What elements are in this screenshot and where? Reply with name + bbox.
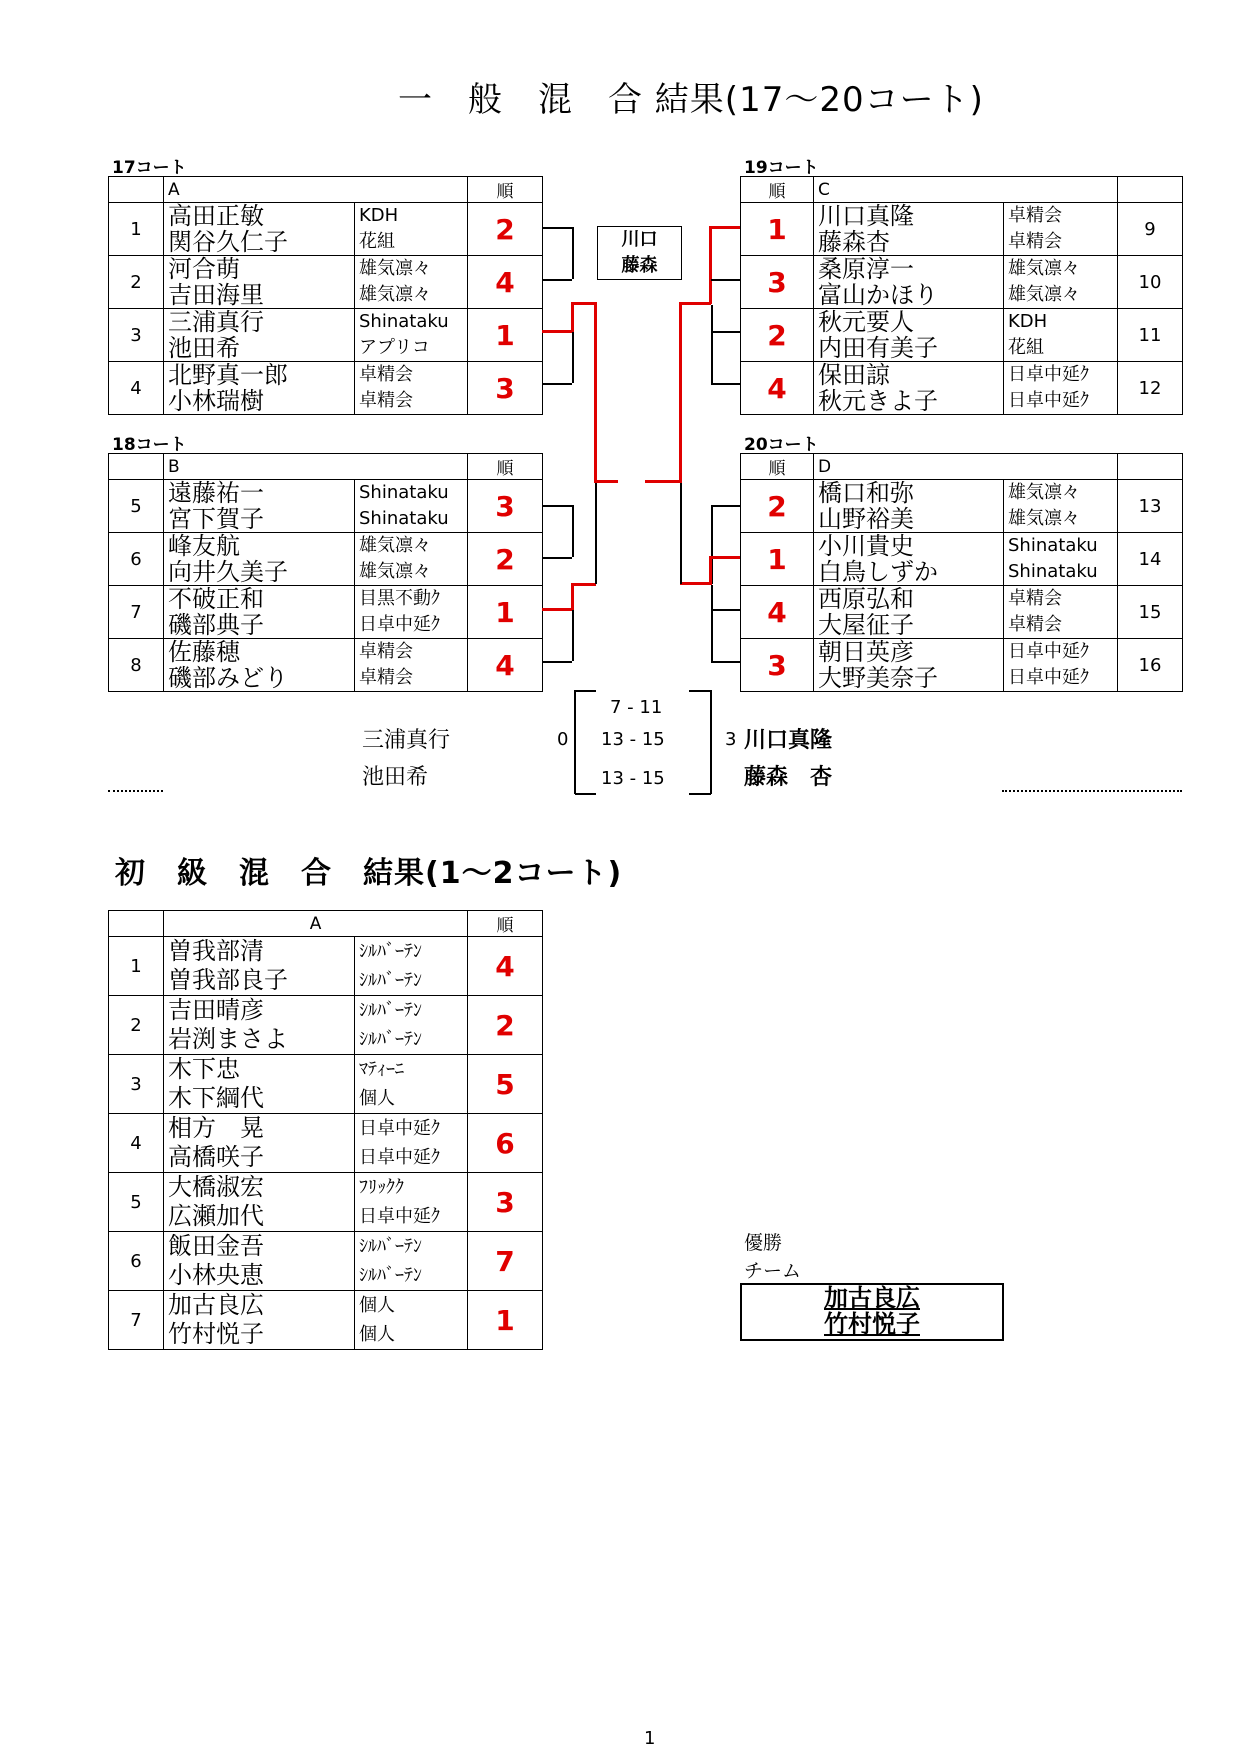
court-label-18: 18コート — [112, 435, 187, 455]
player-name: 白鳥しずか — [818, 558, 938, 586]
rank-value: 1 — [468, 586, 543, 639]
group-b-table — [108, 453, 543, 692]
table-row: 6 峰友航 向井久美子 雄気凛々 雄気凛々 2 — [109, 533, 543, 586]
player-name: 佐藤穂 — [168, 638, 240, 666]
table-row: 7 不破正和 磯部典子 目黒不動ｸ 日卓中延ｸ 1 — [109, 586, 543, 639]
table-row: 4 相方 晃 高橋咲子 日卓中延ｸ 日卓中延ｸ 6 — [109, 1114, 543, 1173]
club-name: ｼﾙﾊﾞｰﾃﾝ — [359, 970, 422, 991]
table-row: 1 曽我部清 曽我部良子 ｼﾙﾊﾞｰﾃﾝ ｼﾙﾊﾞｰﾃﾝ 4 — [109, 937, 543, 996]
table-row: 1 川口真隆 藤森杏 卓精会 卓精会 9 — [741, 203, 1183, 256]
club-name: 日卓中延ｸ — [1008, 641, 1089, 662]
player-name: 小川貴史 — [818, 532, 914, 560]
table-row: 5 遠藤祐一 宮下賀子 Shinataku Shinataku 3 — [109, 480, 543, 533]
rank-value: 7 — [468, 1232, 543, 1291]
player-name: 遠藤祐一 — [168, 479, 264, 507]
player-name: 向井久美子 — [168, 558, 288, 586]
table-row: 2 吉田晴彦 岩渕まさよ ｼﾙﾊﾞｰﾃﾝ ｼﾙﾊﾞｰﾃﾝ 2 — [109, 996, 543, 1055]
player-name: 高橋咲子 — [168, 1143, 264, 1171]
group-a-table — [108, 176, 543, 415]
club-name: Shinataku — [1008, 535, 1098, 556]
rank-value: 1 — [741, 203, 814, 256]
rank-value: 1 — [741, 533, 814, 586]
player-name: 飯田金吾 — [168, 1232, 264, 1260]
club-name: アプリコ — [359, 337, 430, 358]
player-name: 不破正和 — [168, 585, 264, 613]
group-label: A — [164, 177, 468, 203]
court-label-19: 19コート — [744, 158, 819, 178]
club-name: ｼﾙﾊﾞｰﾃﾝ — [359, 1265, 422, 1286]
group-c-table — [740, 176, 1183, 415]
dotted-rule — [1002, 790, 1182, 792]
table-row: 4 保田諒 秋元きよ子 日卓中延ｸ 日卓中延ｸ 12 — [741, 362, 1183, 415]
player-name: 大屋征子 — [818, 611, 914, 639]
final-left-player: 三浦真行 — [362, 728, 451, 753]
table-row: 3 木下忠 木下綱代 ﾏﾃｨｰﾆ 個人 5 — [109, 1055, 543, 1114]
club-name: ﾏﾃｨｰﾆ — [359, 1059, 404, 1080]
table-row: 6 飯田金吾 小林央恵 ｼﾙﾊﾞｰﾃﾝ ｼﾙﾊﾞｰﾃﾝ 7 — [109, 1232, 543, 1291]
club-name: 個人 — [359, 1088, 395, 1109]
table-row: 7 加古良広 竹村悦子 個人 個人 1 — [109, 1291, 543, 1350]
rank-value: 2 — [741, 480, 814, 533]
club-name: ﾌﾘｯｸｸ — [359, 1177, 404, 1198]
rank-value: 1 — [468, 309, 543, 362]
final-left-player: 池田希 — [362, 765, 429, 790]
player-name: 山野裕美 — [818, 505, 914, 533]
club-name: ｼﾙﾊﾞｰﾃﾝ — [359, 941, 422, 962]
game-score: 13 - 15 — [601, 729, 665, 750]
club-name: ｼﾙﾊﾞｰﾃﾝ — [359, 1236, 422, 1257]
rank-value: 2 — [741, 309, 814, 362]
table-row: 2 橋口和弥 山野裕美 雄気凛々 雄気凛々 13 — [741, 480, 1183, 533]
player-name: 秋元要人 — [818, 308, 914, 336]
player-name: 木下忠 — [168, 1055, 240, 1083]
club-name: 日卓中延ｸ — [1008, 364, 1089, 385]
club-name: 雄気凛々 — [359, 561, 431, 582]
club-name: 目黒不動ｸ — [359, 588, 440, 609]
rank-value: 3 — [468, 480, 543, 533]
club-name: 日卓中延ｸ — [359, 614, 440, 635]
club-name: Shinataku — [359, 311, 449, 332]
beginner-title: 初 級 混 合 結果(1～2コート) — [115, 856, 623, 891]
winner-box — [597, 226, 682, 280]
court-label-20: 20コート — [744, 435, 819, 455]
player-name: 桑原淳一 — [818, 255, 914, 283]
group-label: D — [814, 454, 1118, 480]
rank-value: 5 — [468, 1055, 543, 1114]
page-number: 1 — [644, 1728, 656, 1749]
rank-value: 4 — [741, 362, 814, 415]
table-row: 5 大橋淑宏 広瀬加代 ﾌﾘｯｸｸ 日卓中延ｸ 3 — [109, 1173, 543, 1232]
winner-name: 藤森 — [621, 255, 658, 276]
rank-value: 2 — [468, 533, 543, 586]
club-name: 卓精会 — [359, 667, 413, 688]
player-name: 関谷久仁子 — [168, 228, 288, 256]
player-name: 磯部みどり — [168, 664, 288, 692]
player-name: 小林瑞樹 — [168, 387, 264, 415]
group-d-table — [740, 453, 1183, 692]
player-name: 西原弘和 — [818, 585, 914, 613]
club-name: 雄気凛々 — [1008, 482, 1080, 503]
game-score: 7 - 11 — [610, 697, 663, 718]
player-name: 曽我部良子 — [168, 966, 288, 994]
club-name: 卓精会 — [359, 390, 413, 411]
player-name: 橋口和弥 — [818, 479, 914, 507]
club-name: 日卓中延ｸ — [359, 1147, 440, 1168]
rank-header: 順 — [468, 454, 543, 480]
champion-name: 竹村悦子 — [824, 1310, 920, 1338]
club-name: 日卓中延ｸ — [1008, 390, 1089, 411]
rank-value: 3 — [468, 362, 543, 415]
table-row: 8 佐藤穂 磯部みどり 卓精会 卓精会 4 — [109, 639, 543, 692]
club-name: ｼﾙﾊﾞｰﾃﾝ — [359, 1029, 422, 1050]
final-left-score: 0 — [557, 729, 569, 750]
table-row: 4 北野真一郎 小林瑞樹 卓精会 卓精会 3 — [109, 362, 543, 415]
player-name: 高田正敏 — [168, 202, 264, 230]
rank-value: 4 — [468, 639, 543, 692]
player-name: 吉田海里 — [168, 281, 264, 309]
player-name: 富山かほり — [818, 281, 938, 309]
club-name: KDH — [359, 205, 399, 226]
table-row: 4 西原弘和 大屋征子 卓精会 卓精会 15 — [741, 586, 1183, 639]
player-name: 秋元きよ子 — [818, 387, 938, 415]
club-name: 卓精会 — [1008, 614, 1062, 635]
player-name: 広瀬加代 — [168, 1202, 264, 1230]
table-row: 1 小川貴史 白鳥しずか Shinataku Shinataku 14 — [741, 533, 1183, 586]
player-name: 保田諒 — [818, 361, 890, 389]
club-name: Shinataku — [359, 482, 449, 503]
rank-header: 順 — [468, 177, 543, 203]
player-name: 川口真隆 — [818, 202, 914, 230]
rank-header: 順 — [741, 177, 814, 203]
player-name: 竹村悦子 — [168, 1320, 264, 1348]
club-name: 卓精会 — [359, 364, 413, 385]
rank-value: 3 — [741, 639, 814, 692]
table-row: 3 朝日英彦 大野美奈子 日卓中延ｸ 日卓中延ｸ 16 — [741, 639, 1183, 692]
player-name: 北野真一郎 — [168, 361, 288, 389]
club-name: 雄気凛々 — [359, 258, 431, 279]
club-name: 雄気凛々 — [359, 535, 431, 556]
club-name: 卓精会 — [1008, 588, 1062, 609]
player-name: 磯部典子 — [168, 611, 264, 639]
winner-name: 川口 — [621, 229, 658, 250]
rank-value: 3 — [468, 1173, 543, 1232]
player-name: 木下綱代 — [168, 1084, 264, 1112]
player-name: 藤森杏 — [818, 228, 890, 256]
general-title: 一 般 混 合 結果(17～20コート) — [398, 80, 984, 120]
player-name: 内田有美子 — [818, 334, 938, 362]
rank-value: 1 — [468, 1291, 543, 1350]
club-name: 花組 — [1008, 337, 1044, 358]
player-name: 大橋淑宏 — [168, 1173, 264, 1201]
rank-value: 2 — [468, 996, 543, 1055]
club-name: 卓精会 — [1008, 231, 1062, 252]
club-name: 雄気凛々 — [1008, 258, 1080, 279]
beginner-table — [108, 910, 543, 1350]
final-right-player: 藤森 杏 — [744, 765, 833, 790]
player-name: 曽我部清 — [168, 937, 264, 965]
club-name: KDH — [1008, 311, 1048, 332]
club-name: 卓精会 — [1008, 205, 1062, 226]
rank-value: 2 — [468, 203, 543, 256]
player-name: 加古良広 — [168, 1291, 264, 1319]
rank-header: 順 — [468, 911, 543, 937]
player-name: 相方 晃 — [168, 1114, 264, 1142]
player-name: 朝日英彦 — [818, 638, 914, 666]
rank-header: 順 — [741, 454, 814, 480]
club-name: 日卓中延ｸ — [359, 1206, 440, 1227]
group-label: A — [164, 911, 468, 937]
club-name: 個人 — [359, 1324, 395, 1345]
club-name: 雄気凛々 — [1008, 508, 1080, 529]
player-name: 大野美奈子 — [818, 664, 938, 692]
club-name: 日卓中延ｸ — [359, 1118, 440, 1139]
player-name: 池田希 — [168, 334, 240, 362]
rank-value: 4 — [468, 937, 543, 996]
table-row: 2 河合萌 吉田海里 雄気凛々 雄気凛々 4 — [109, 256, 543, 309]
club-name: 卓精会 — [359, 641, 413, 662]
club-name: 雄気凛々 — [1008, 284, 1080, 305]
player-name: 河合萌 — [168, 255, 240, 283]
champion-label: 優勝 — [744, 1232, 783, 1254]
court-label-17: 17コート — [112, 158, 187, 178]
rank-value: 3 — [741, 256, 814, 309]
player-name: 吉田晴彦 — [168, 996, 264, 1024]
club-name: 花組 — [359, 231, 395, 252]
club-name: ｼﾙﾊﾞｰﾃﾝ — [359, 1000, 422, 1021]
game-score: 13 - 15 — [601, 768, 665, 789]
dotted-rule — [108, 790, 163, 792]
club-name: Shinataku — [1008, 561, 1098, 582]
group-label: B — [164, 454, 468, 480]
club-name: 雄気凛々 — [359, 284, 431, 305]
club-name: Shinataku — [359, 508, 449, 529]
player-name: 三浦真行 — [168, 308, 264, 336]
club-name: 個人 — [359, 1295, 395, 1316]
table-row: 2 秋元要人 内田有美子 KDH 花組 11 — [741, 309, 1183, 362]
table-row: 1 高田正敏 関谷久仁子 KDH 花組 2 — [109, 203, 543, 256]
rank-value: 6 — [468, 1114, 543, 1173]
player-name: 宮下賀子 — [168, 505, 264, 533]
table-row: 3 桑原淳一 富山かほり 雄気凛々 雄気凛々 10 — [741, 256, 1183, 309]
champion-label: チーム — [744, 1260, 802, 1282]
player-name: 峰友航 — [168, 532, 240, 560]
final-right-score: 3 — [725, 729, 737, 750]
rank-value: 4 — [741, 586, 814, 639]
champion-name: 加古良広 — [824, 1284, 920, 1312]
club-name: 日卓中延ｸ — [1008, 667, 1089, 688]
rank-value: 4 — [468, 256, 543, 309]
player-name: 小林央恵 — [168, 1261, 264, 1289]
final-right-player: 川口真隆 — [744, 728, 833, 753]
group-label: C — [814, 177, 1118, 203]
table-row: 3 三浦真行 池田希 Shinataku アプリコ 1 — [109, 309, 543, 362]
player-name: 岩渕まさよ — [168, 1025, 288, 1053]
champion-box — [740, 1283, 1004, 1341]
